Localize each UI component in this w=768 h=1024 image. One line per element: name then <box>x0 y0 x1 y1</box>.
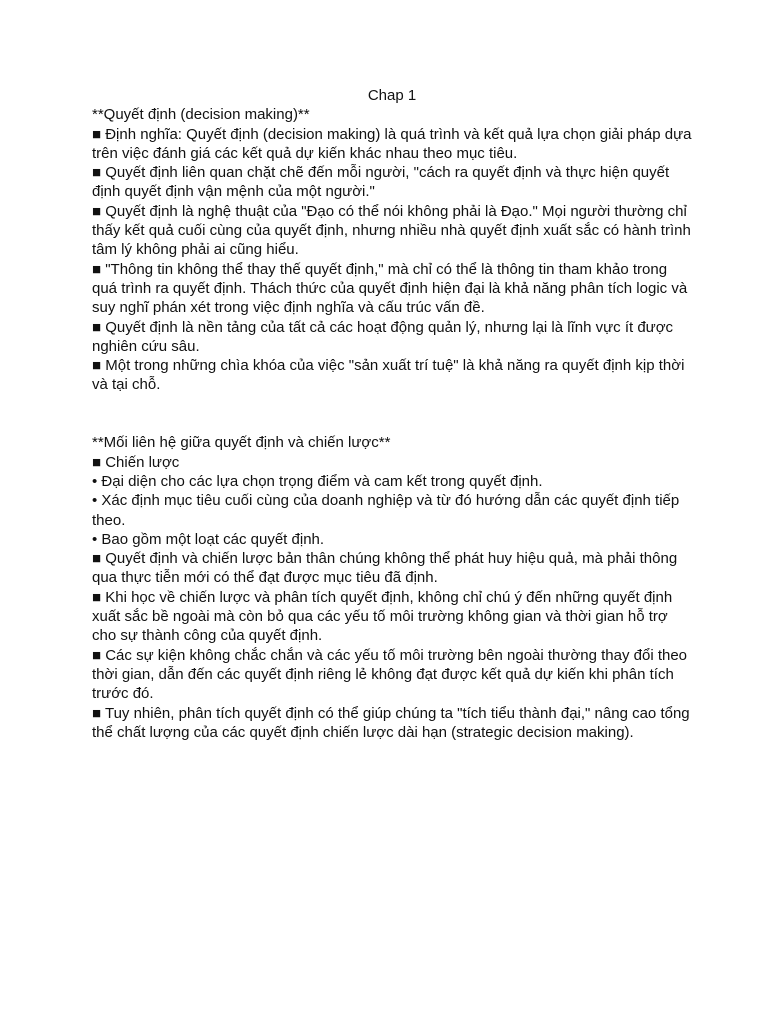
paragraph: ■ Khi học về chiến lược và phân tích quyết định, không chỉ chú ý đến những quyết định xuất sắc bề ngoài mà còn bỏ qua các yếu tố môi trường không gian và thời gian hỗ trợ cho sự thành công của quyết định. <box>92 588 673 645</box>
paragraph: ■ Quyết định và chiến lược bản thân chúng không thể phát huy hiệu quả, mà phải thông qua thực tiễn mới có thể đạt được mục tiêu đã định. <box>92 550 678 587</box>
section-decision-making <box>92 105 692 394</box>
section-spacer <box>92 395 692 434</box>
section-decision-strategy <box>92 433 692 742</box>
section-heading: **Mối liên hệ giữa quyết định và chiến lược** <box>92 434 391 452</box>
document-page <box>92 86 692 742</box>
paragraph: • Bao gồm một loạt các quyết định. <box>92 530 325 548</box>
paragraph: ■ Quyết định liên quan chặt chẽ đến mỗi người, "cách ra quyết định và thực hiện quyết định quyết định vận mệnh của một người." <box>92 164 670 201</box>
document-title: Chap 1 <box>367 87 417 104</box>
paragraph: ■ Các sự kiện không chắc chắn và các yếu tố môi trường bên ngoài thường thay đổi theo thời gian, dẫn đến các quyết định riêng lẻ không đạt được kết quả dự kiến khi phân tích trước đó. <box>92 646 688 703</box>
paragraph: • Xác định mục tiêu cuối cùng của doanh nghiệp và từ đó hướng dẫn các quyết định tiếp theo. <box>92 492 680 529</box>
paragraph: ■ "Thông tin không thể thay thế quyết định," mà chỉ có thể là thông tin tham khảo trong quá trình ra quyết định. Thách thức của quyết định hiện đại là khả năng phân tích logic và suy nghĩ phán xét trong việc định nghĩa và cấu trúc vấn đề. <box>92 260 688 317</box>
paragraph: ■ Quyết định là nền tảng của tất cả các hoạt động quản lý, nhưng lại là lĩnh vực ít được nghiên cứu sâu. <box>92 318 674 355</box>
section-heading: **Quyết định (decision making)** <box>92 106 310 124</box>
paragraph: ■ Chiến lược <box>92 453 180 471</box>
paragraph: • Đại diện cho các lựa chọn trọng điểm và cam kết trong quyết định. <box>92 472 543 490</box>
paragraph: ■ Định nghĩa: Quyết định (decision making) là quá trình và kết quả lựa chọn giải pháp dựa trên việc đánh giá các kết quả dự kiến khác nhau theo mục tiêu. <box>92 125 692 162</box>
paragraph: ■ Tuy nhiên, phân tích quyết định có thể giúp chúng ta "tích tiểu thành đại," nâng cao tổng thể chất lượng của các quyết định chiến lược dài hạn (strategic decision making). <box>92 704 690 741</box>
paragraph: ■ Một trong những chìa khóa của việc "sản xuất trí tuệ" là khả năng ra quyết định kịp thời và tại chỗ. <box>92 357 685 394</box>
paragraph: ■ Quyết định là nghệ thuật của "Đạo có thể nói không phải là Đạo." Mọi người thường chỉ thấy kết quả cuối cùng của quyết định, nhưng nhiều nhà quyết định xuất sắc có hành trình tâm lý không phải ai cũng hiểu. <box>92 202 691 259</box>
